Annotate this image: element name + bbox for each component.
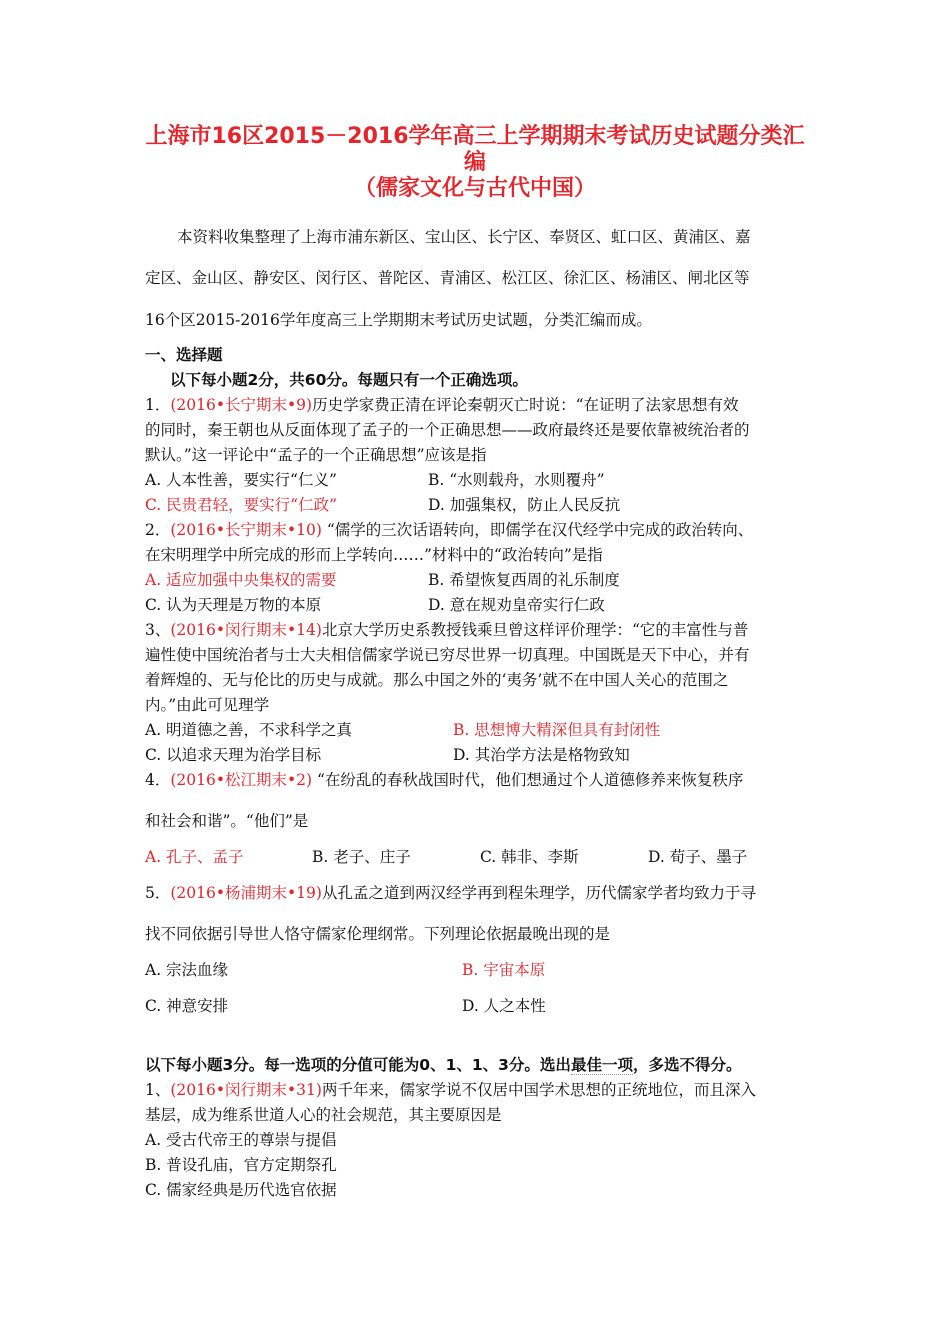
question-4-line-1 <box>145 770 743 790</box>
question-source: (2016•松江期末•2) <box>170 771 313 789</box>
question-number: 1． <box>145 396 171 414</box>
question-2-line-1 <box>145 520 753 540</box>
question-4-option-c: C. 韩非、李斯 <box>480 848 579 866</box>
question-text: 北京大学历史系教授钱乘旦曾这样评价理学：“它的丰富性与普 <box>321 621 749 639</box>
question-1-line-1 <box>145 395 739 415</box>
question-5-line-2: 找不同依据引导世人恪守儒家伦理纲常。下列理论依据最晚出现的是 <box>145 925 611 943</box>
question-2-option-a: A. 适应加强中央集权的需要 <box>145 571 337 589</box>
question-6-option-a: A. 受古代帝王的尊崇与提倡 <box>145 1131 337 1149</box>
question-number: 1、 <box>145 1081 171 1099</box>
document-subtitle: （儒家文化与古代中国） <box>353 176 596 201</box>
question-5-option-a: A. 宗法血缘 <box>145 961 229 979</box>
question-source: (2016•闵行期末•31) <box>170 1081 322 1099</box>
question-1-line-2: 的同时，秦王朝也从反面体现了孟子的一个正确思想——政府最终还是要依靠被统治者的 <box>145 421 750 439</box>
question-text: 历史学家费正清在评论秦朝灭亡时说：“在证明了法家思想有效 <box>312 396 739 414</box>
question-number: 4． <box>145 771 171 789</box>
question-text: 两千年来，儒家学说不仅居中国学术思想的正统地位，而且深入 <box>321 1081 756 1099</box>
section-heading: 一、选择题 <box>145 346 223 364</box>
instruction-emphasis: 最佳一项 <box>570 1056 633 1074</box>
question-source: (2016•闵行期末•14) <box>170 621 322 639</box>
question-source: (2016•杨浦期末•19) <box>170 884 322 902</box>
question-5-option-c: C. 神意安排 <box>145 997 229 1015</box>
question-3-line-2: 遍性使中国统治者与士大夫相信儒家学说已穷尽世界一切真理。中国既是天下中心，并有 <box>145 646 750 664</box>
question-6-line-1 <box>145 1080 756 1100</box>
question-2-option-c: C. 认为天理是万物的本原 <box>145 596 322 614</box>
question-4-option-a: A. 孔子、孟子 <box>145 848 244 866</box>
question-3-line-3: 着辉煌的、无与伦比的历史与成就。那么中国之外的‘夷务’就不在中国人关心的范围之 <box>145 671 729 689</box>
question-1-option-c: C. 民贵君轻，要实行“仁政” <box>145 496 338 514</box>
question-2-option-b: B. 希望恢复西周的礼乐制度 <box>428 571 620 589</box>
question-number: 3、 <box>145 621 171 639</box>
question-1-option-d: D. 加强集权，防止人民反抗 <box>428 496 621 514</box>
question-6-option-b: B. 普设孔庙，官方定期祭孔 <box>145 1156 337 1174</box>
question-source: (2016•长宁期末•9) <box>170 396 313 414</box>
intro-line-1: 本资料收集整理了上海市浦东新区、宝山区、长宁区、奉贤区、虹口区、黄浦区、嘉 <box>177 228 751 246</box>
section-instruction: 以下每小题2分，共60分。每题只有一个正确选项。 <box>170 371 528 389</box>
question-4-option-d: D. 荀子、墨子 <box>648 848 748 866</box>
question-3-option-b: B. 思想博大精深但具有封闭性 <box>453 721 661 739</box>
question-5-line-1 <box>145 883 756 903</box>
intro-line-2: 定区、金山区、静安区、闵行区、普陀区、青浦区、松江区、徐汇区、杨浦区、闸北区等 <box>145 269 750 287</box>
instruction-text: 以下每小题3分。每一选项的分值可能为0、1、1、3分。选出 <box>145 1056 571 1074</box>
question-1-option-b: B. “水则载舟，水则覆舟” <box>428 471 605 489</box>
question-5-option-d: D. 人之本性 <box>462 997 546 1015</box>
question-text: “儒学的三次话语转向，即儒学在汉代经学中完成的政治转向、 <box>321 521 754 539</box>
question-number: 5． <box>145 884 171 902</box>
question-4-line-2: 和社会和谐”。“他们”是 <box>145 812 309 830</box>
question-text: 从孔孟之道到两汉经学再到程朱理学，历代儒家学者均致力于寻 <box>321 884 756 902</box>
question-2-option-d: D. 意在规劝皇帝实行仁政 <box>428 596 605 614</box>
question-number: 2． <box>145 521 171 539</box>
question-1-option-a: A. 人本性善，要实行“仁义” <box>145 471 337 489</box>
document-title-line1: 上海市16区2015－2016学年高三上学期期末考试历史试题分类汇 <box>145 124 805 149</box>
document-title-line2: 编 <box>463 150 486 175</box>
question-3-option-c: C. 以追求天理为治学目标 <box>145 746 322 764</box>
intro-line-3: 16个区2015-2016学年度高三上学期期末考试历史试题，分类汇编而成。 <box>145 311 652 329</box>
question-3-line-4: 内。”由此可见理学 <box>145 696 270 714</box>
question-text: “在纷乱的春秋战国时代，他们想通过个人道德修养来恢复秩序 <box>312 771 744 789</box>
instruction-text-end: ，多选不得分。 <box>632 1056 742 1074</box>
question-3-option-d: D. 其治学方法是格物致知 <box>453 746 630 764</box>
question-2-line-2: 在宋明理学中所完成的形而上学转向……”材料中的“政治转向”是指 <box>145 546 603 564</box>
question-4-option-b: B. 老子、庄子 <box>312 848 411 866</box>
question-3-line-1 <box>145 620 748 640</box>
question-5-option-b: B. 宇宙本原 <box>462 961 546 979</box>
question-6-option-c: C. 儒家经典是历代选官依据 <box>145 1181 337 1199</box>
question-3-option-a: A. 明道德之善，不求科学之真 <box>145 721 353 739</box>
section-2-instruction <box>145 1055 741 1075</box>
question-1-line-3: 默认。”这一评论中“孟子的一个正确思想”应该是指 <box>145 446 487 464</box>
question-6-line-2: 基层，成为维系世道人心的社会规范，其主要原因是 <box>145 1106 502 1124</box>
question-source: (2016•长宁期末•10) <box>170 521 322 539</box>
